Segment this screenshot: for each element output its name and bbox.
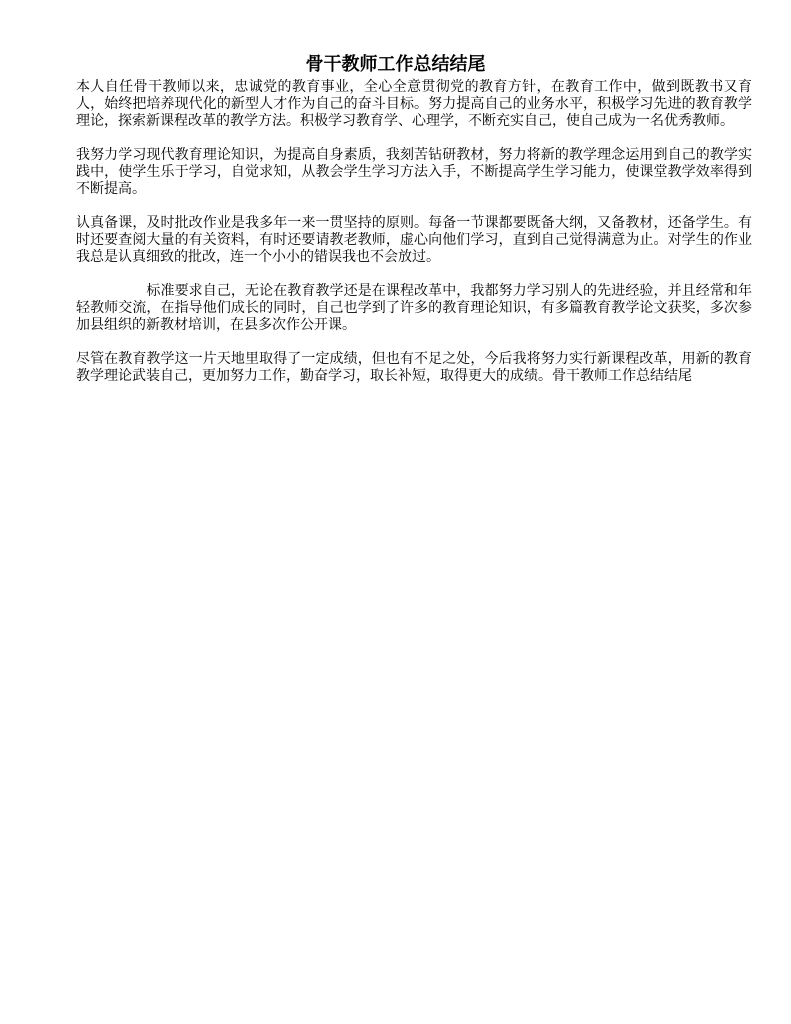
document-body — [76, 79, 752, 402]
paragraph-2: 我努力学习现代教育理论知识，为提高自身素质，我刻苦钻研教材，努力将新的教学理念运用到自己的教学实践中，使学生乐于学习，自觉求知，从教会学生学习方法入手，不断提高学生学习能力，使课堂教学效率得到不断提高。 — [76, 147, 752, 197]
document-title: 骨干教师工作总结结尾 — [305, 54, 486, 75]
paragraph-1: 本人自任骨干教师以来，忠诚党的教育事业，全心全意贯彻党的教育方针，在教育工作中，做到既教书又育人，始终把培养现代化的新型人才作为自己的奋斗目标。努力提高自己的业务水平，积极学习先进的教育教学理论，探索新课程改革的教学方法。积极学习教育学、心理学，不断充实自己，使自己成为一名优秀教师。 — [76, 79, 752, 129]
paragraph-3: 认真备课，及时批改作业是我多年一来一贯坚持的原则。每备一节课都要既备大纲，又备教材，还备学生。有时还要查阅大量的有关资料，有时还要请教老教师，虚心向他们学习，直到自己觉得满意为止。对学生的作业我总是认真细致的批改，连一个小小的错误我也不会放过。 — [76, 215, 752, 265]
paragraph-5: 尽管在教育教学这一片天地里取得了一定成绩，但也有不足之处，今后我将努力实行新课程改革，用新的教育教学理论武装自己，更加努力工作，勤奋学习，取长补短，取得更大的成绩。骨干教师工作总结结尾 — [76, 351, 752, 384]
paragraph-4: 标准要求自己，无论在教育教学还是在课程改革中，我都努力学习别人的先进经验，并且经常和年轻教师交流，在指导他们成长的同时，自己也学到了许多的教育理论知识，有多篇教育教学论文获奖，多次参加县组织的新教材培训，在县多次作公开课。 — [76, 283, 752, 333]
